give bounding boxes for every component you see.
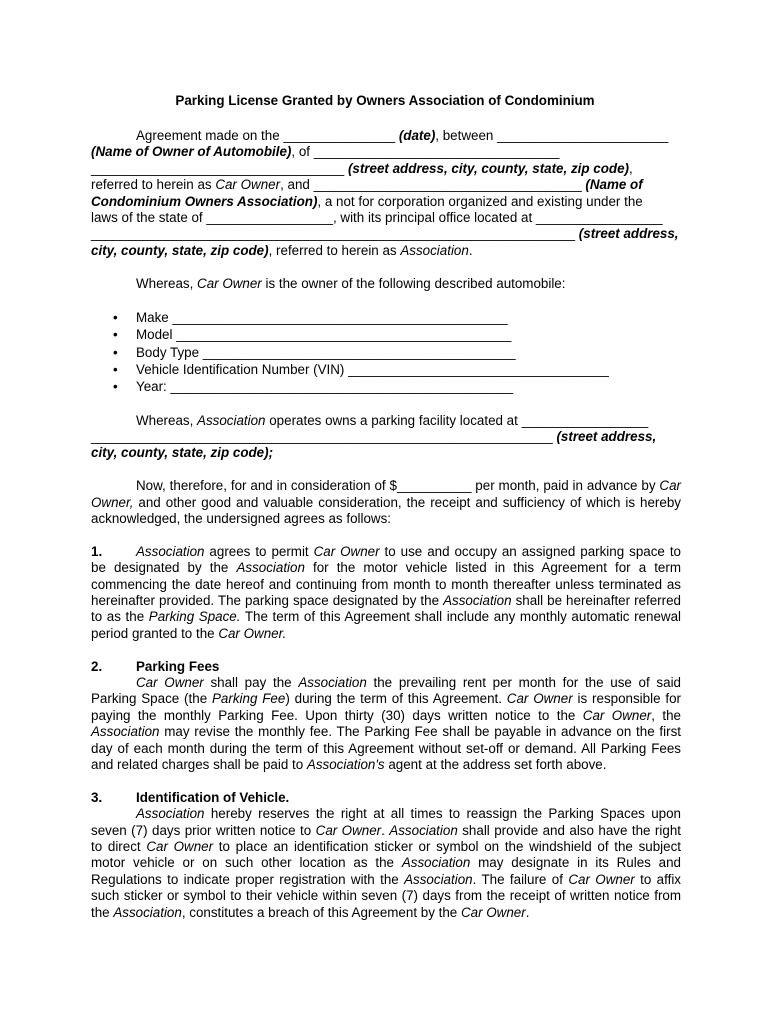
- vehicle-list: [91, 309, 681, 395]
- list-item-vin: • Vehicle Identification Number (VIN) ___________________________________: [113, 361, 609, 377]
- section-1: 1. Association agrees to permit Car Owner to use and occupy an assigned parking space to be designated by the Association for the motor vehicle listed in this Agreement for a term commencing the date hereof and continuing from month to month thereafter unless terminated as hereinafter provided. The parking space designated by the Association shall be hereinafter referred to as the Parking Space. The term of this Agreement shall include any monthly automatic renewal period granted to the Car Owner.: [91, 543, 681, 641]
- bullet-icon: •: [113, 310, 118, 326]
- document-title: Parking License Granted by Owners Association of Condominium: [175, 93, 595, 108]
- whereas-vehicle-paragraph: Whereas, Car Owner is the owner of the following described automobile:: [136, 275, 566, 291]
- intro-paragraph: Agreement made on the _______________ (date), between _______________________ (Name of Owner of Automobile), of _________________________________ __________________________________ (street address, city, county, state, zip code), referred to herein as Car Owner, and ____________________________________ (Name of Condominium Owners Association), a not for corporation organized and existing under the laws of the state of _________________, with its principal office located at _________________ _________________________________________________________________ (street address, city, county, state, zip code), referred to herein as Association.: [91, 128, 679, 258]
- section-heading: Parking Fees: [136, 658, 220, 674]
- document-body: [91, 128, 681, 921]
- section-number: 2.: [91, 658, 103, 674]
- list-item-model: • Model _____________________________________________: [113, 327, 512, 343]
- bullet-icon: •: [113, 327, 118, 343]
- bullet-icon: •: [113, 379, 118, 395]
- section-2: 2. Parking Fees Car Owner shall pay the Association the prevailing rent per month for the use of said Parking Space (the Parking Fee) during the term of this Agreement. Car Owner is responsible for paying the monthly Parking Fee. Upon thirty (30) days written notice to the Car Owner, the Association may revise the monthly fee. The Parking Fee shall be payable in advance on the first day of each month during the term of this Agreement without set-off or demand. All Parking Fees and related charges shall be paid to Association's agent at the address set forth above.: [91, 658, 681, 773]
- consideration-paragraph: Now, therefore, for and in consideration of $__________ per month, paid in advance by Car Owner, and other good and valuable consideration, the receipt and sufficiency of which is hereby acknowledged, the undersigned agrees as follows:: [91, 478, 681, 526]
- bullet-icon: •: [113, 344, 118, 360]
- section-heading: Identification of Vehicle.: [136, 789, 290, 805]
- whereas-facility-paragraph: Whereas, Association operates owns a parking facility located at _________________ ______________________________________________________________ (street address, city, county, state, zip code);: [91, 412, 657, 461]
- list-item-year: • Year: ______________________________________________: [113, 379, 514, 395]
- list-item-make: • Make _____________________________________________: [113, 310, 508, 326]
- section-number: 1.: [91, 543, 103, 559]
- section-number: 3.: [91, 789, 103, 805]
- section-3: 3. Identification of Vehicle. Association hereby reserves the right at all times to reassign the Parking Spaces upon seven (7) days prior written notice to Car Owner. Association shall provide and also have the right to direct Car Owner to place an identification sticker or symbol on the windshield of the subject motor vehicle or on such other location as the Association may designate in its Rules and Regulations to indicate proper registration with the Association. The failure of Car Owner to affix such sticker or symbol to their vehicle within seven (7) days from the receipt of written notice from the Association, constitutes a breach of this Agreement by the Car Owner.: [91, 789, 681, 920]
- bullet-icon: •: [113, 361, 118, 377]
- list-item-body-type: • Body Type __________________________________________: [113, 344, 516, 360]
